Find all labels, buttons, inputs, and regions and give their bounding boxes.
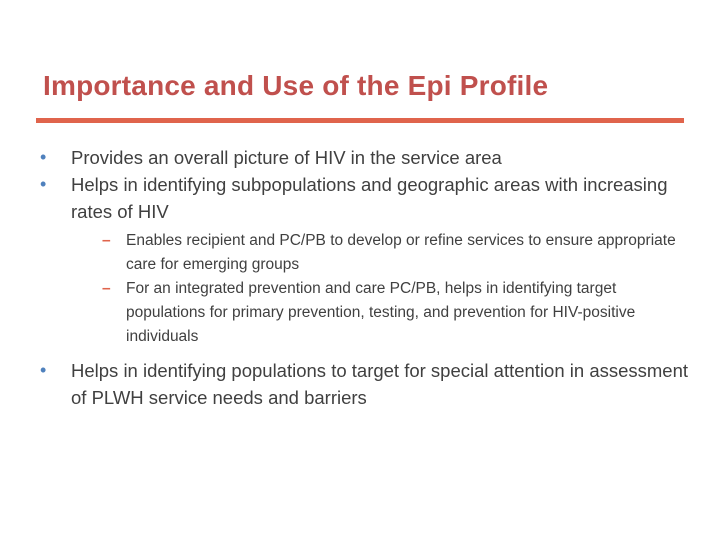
sub-bullet-text: Enables recipient and PC/PB to develop or refine services to ensure appropriate care for emerging groups bbox=[126, 232, 676, 273]
bullet-list bbox=[40, 144, 690, 411]
sub-bullet-marker: – bbox=[102, 280, 111, 297]
bullet-text: Helps in identifying subpopulations and geographic areas with increasing rates of HIV bbox=[71, 174, 668, 222]
bullet-marker: • bbox=[40, 360, 47, 380]
sub-bullet-list bbox=[40, 229, 690, 349]
slide-title: Importance and Use of the Epi Profile bbox=[43, 70, 549, 101]
bullet-marker: • bbox=[40, 147, 47, 167]
bullet-marker: • bbox=[40, 174, 47, 194]
bullet-text: Helps in identifying populations to target for special attention in assessment of PLWH service needs and barriers bbox=[71, 360, 689, 408]
title-underline-rule bbox=[36, 118, 684, 123]
sub-bullet-text: For an integrated prevention and care PC/PB, helps in identifying target populations for primary prevention, testing, and prevention for HIV-positive individuals bbox=[126, 280, 636, 345]
bullet-item bbox=[40, 357, 690, 411]
sub-bullet-item bbox=[102, 229, 690, 277]
sub-bullet-item bbox=[102, 277, 690, 349]
bullet-item bbox=[40, 171, 690, 225]
bullet-text: Provides an overall picture of HIV in the service area bbox=[71, 147, 502, 168]
sub-bullet-marker: – bbox=[102, 232, 111, 249]
bullet-item bbox=[40, 144, 690, 171]
